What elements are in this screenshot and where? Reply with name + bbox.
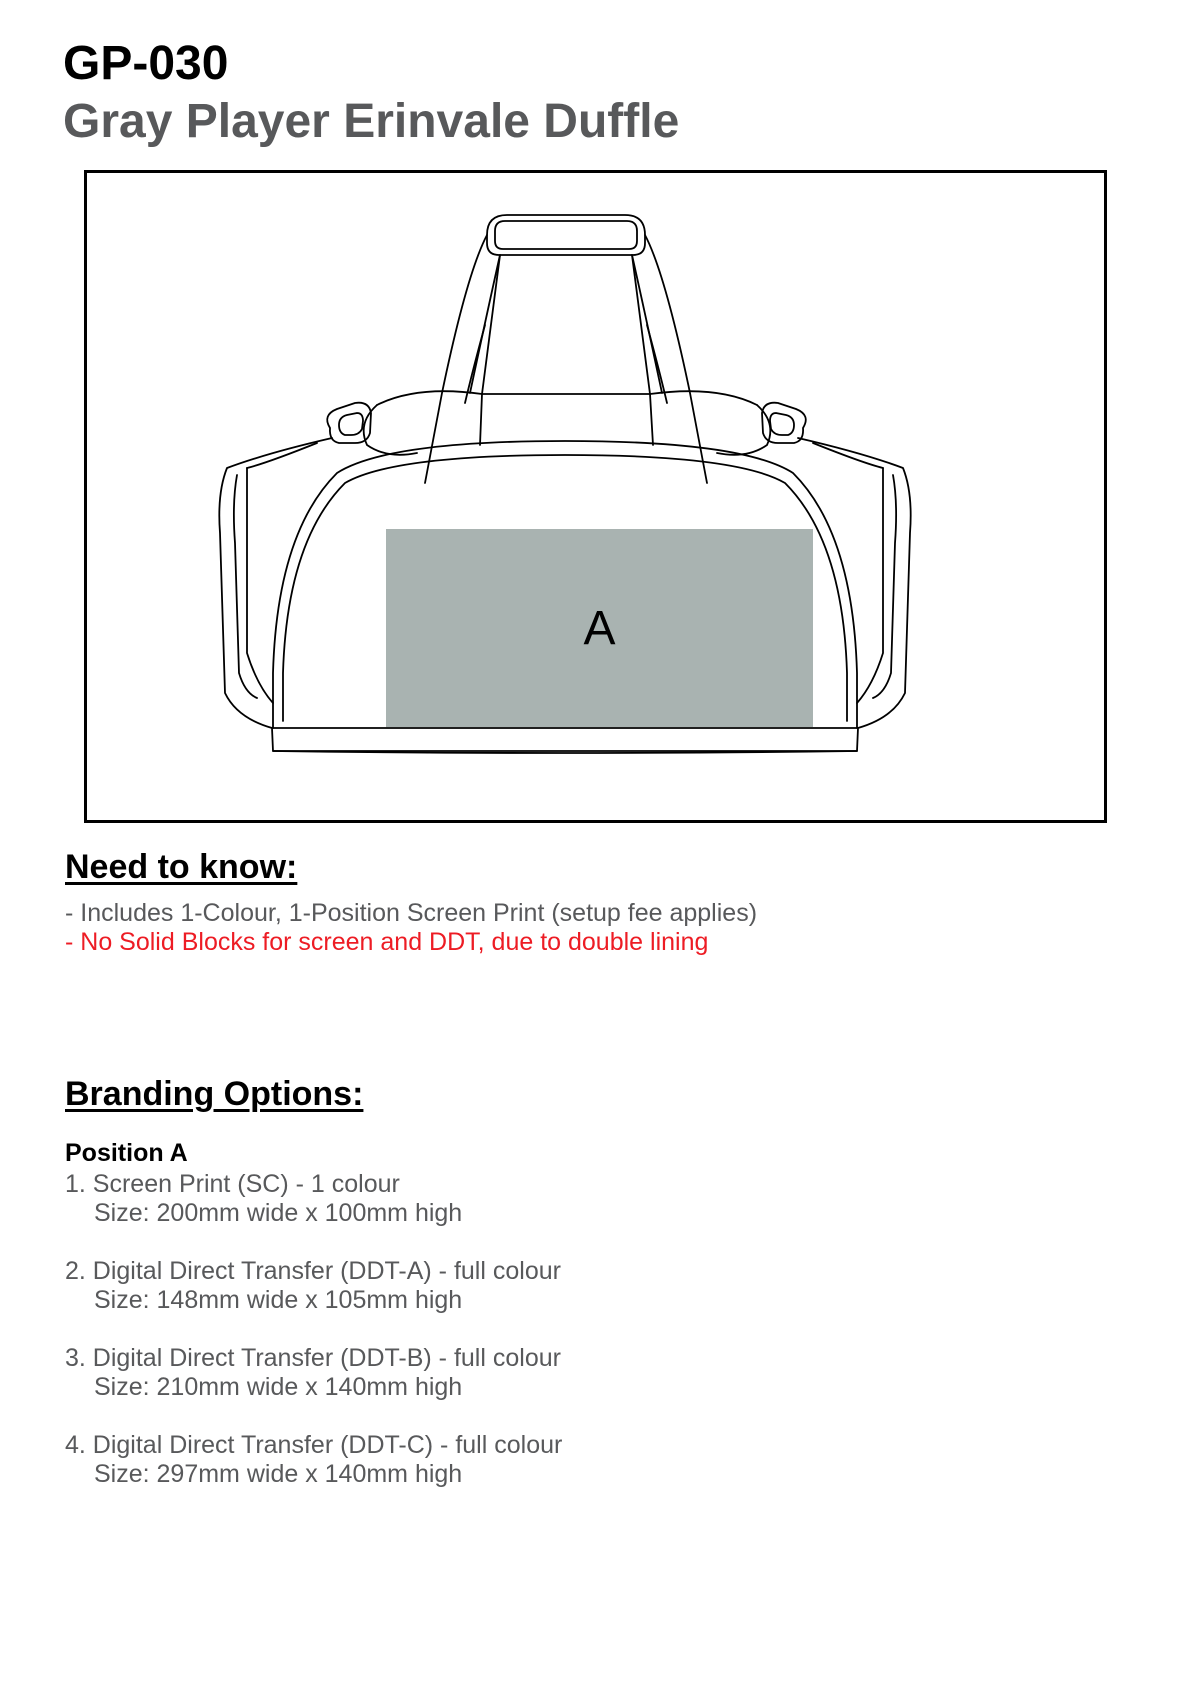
branding-option-method: 1. Screen Print (SC) - 1 colour xyxy=(65,1170,400,1198)
branding-option-size: Size: 148mm wide x 105mm high xyxy=(94,1286,463,1314)
print-position-a xyxy=(386,529,813,727)
branding-option xyxy=(65,1170,462,1228)
position-a-label: A xyxy=(583,601,616,655)
product-code: GP-030 xyxy=(63,37,229,90)
branding-option-size: Size: 200mm wide x 100mm high xyxy=(94,1199,463,1227)
branding-option-method: 3. Digital Direct Transfer (DDT-B) - full colour xyxy=(65,1344,561,1372)
branding-option-size: Size: 210mm wide x 140mm high xyxy=(94,1373,463,1401)
branding-option-size: Size: 297mm wide x 140mm high xyxy=(94,1460,463,1488)
branding-option xyxy=(65,1344,561,1402)
branding-option xyxy=(65,1257,561,1315)
need-to-know-note: - Includes 1-Colour, 1-Position Screen Print (setup fee applies) xyxy=(65,899,758,927)
need-to-know-heading: Need to know: xyxy=(65,848,298,886)
position-a-heading: Position A xyxy=(65,1139,188,1167)
branding-option-method: 2. Digital Direct Transfer (DDT-A) - full colour xyxy=(65,1257,561,1285)
product-name: Gray Player Erinvale Duffle xyxy=(63,95,680,148)
product-image-frame xyxy=(84,170,1107,823)
branding-options-heading: Branding Options: xyxy=(65,1075,364,1113)
branding-option xyxy=(65,1431,562,1489)
branding-option-method: 4. Digital Direct Transfer (DDT-C) - full colour xyxy=(65,1431,563,1459)
need-to-know-warning: - No Solid Blocks for screen and DDT, due to double lining xyxy=(65,928,709,956)
